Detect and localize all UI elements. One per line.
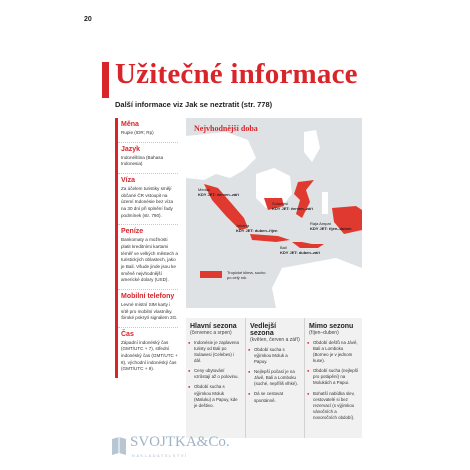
- map-label-name: Jakarta: [236, 223, 250, 228]
- sidebar-heading: Jazyk: [121, 145, 141, 153]
- map-label-jakarta: [236, 224, 278, 234]
- logo-subtext: NAKLADATELSTVÍ: [132, 453, 188, 458]
- map-label-name: Medan: [198, 187, 211, 192]
- sidebar-heading: Víza: [121, 176, 136, 184]
- season-dates: (červenec a srpen): [190, 330, 232, 336]
- sidebar-section-phones: [118, 290, 178, 328]
- sidebar-heading: Měna: [121, 121, 139, 128]
- book-icon: [110, 435, 128, 457]
- sidebar-text: Západní indonéský čas (GMT/UTC + 7), střední indonéský čas (GMT/UTC + 8), východní indonéský čas (GMT/UTC + 9).: [121, 339, 178, 372]
- season-bullet: ● Období sucha s výjimkou Moluk a Papuy.: [246, 347, 304, 365]
- map-label-desc: KDY JET: duben–říjen: [236, 227, 278, 233]
- page-subtitle: Další informace viz Jak se neztratit (str. 778): [115, 100, 273, 109]
- sidebar-text: Indonéština (Bahasa Indonesia): [121, 154, 164, 167]
- sidebar-text: Bankomaty a možnosti platit kreditními kartami téměř ve velkých městech a turistických oblastech, jako je Bali. Všude jinde jsou ke směně nejvhodnější americké dolary (USD).: [121, 237, 178, 283]
- title-accent-bar: [102, 62, 109, 98]
- season-bullet: ● Období sucha s výjimkou Moluk (Maluku) a Papuy, kde je deštivo.: [186, 384, 244, 409]
- page-title: Užitečné informace: [115, 58, 358, 90]
- map-label-desc: KDY JET: říjen–duben: [310, 225, 352, 231]
- season-bullet: ● Nejlepší počasí je na Jávě, Bali a Lomboku (suché, nepříliš vlhké).: [246, 369, 304, 387]
- mainland-asia: [186, 132, 256, 180]
- map-label-desc: KDY JET: duben–září: [280, 249, 320, 255]
- season-bullet: ● Indonésie je zaplavena turisty od Bali po Sulawesi (Celebes) i dál.: [186, 340, 244, 365]
- season-high: [186, 318, 244, 438]
- legend-swatch: [200, 271, 222, 278]
- info-sidebar: [115, 118, 178, 378]
- map-label-bali: [280, 246, 320, 256]
- map-label-desc: KDY JET: červen–září: [198, 191, 239, 197]
- maluku-islands: [322, 192, 328, 214]
- indonesia-map-graphic: [186, 118, 362, 308]
- sidebar-text: Za účelem turistiky smějí občané ČR vstoupit na území Indonésie bez víza na 30 dní při splnění řady podmínek (str. 790).: [121, 185, 174, 218]
- map-label-name: Sulawesi: [272, 201, 289, 206]
- map-label-name: Raja Ampat: [310, 221, 331, 226]
- season-title: Mimo sezonu: [309, 323, 354, 330]
- sidebar-section-currency: [118, 118, 178, 143]
- map-label-medan: [198, 188, 239, 198]
- sidebar-section-money: [118, 225, 178, 290]
- season-bullet: ● Období sucha (nejlepší pro potápění) na Molukách a Papui.: [305, 368, 363, 386]
- seasons-panel: [186, 318, 362, 438]
- season-bullet: ● Bohatší nabídka slev, cestovatelé si bez rezervací (s výjimkou vánočních a novoročních období).: [305, 391, 363, 422]
- map-title: Nejvhodnější doba: [194, 124, 258, 133]
- season-bullet: ● Období dešťů na Jávě, Bali a Lomboku (Borneo je v jednom kuse).: [305, 340, 363, 365]
- java-island: [250, 234, 290, 242]
- sidebar-heading: Mobilní telefony: [121, 292, 175, 300]
- page-number: 20: [84, 16, 92, 23]
- season-shoulder: [245, 318, 304, 438]
- sidebar-section-time: [118, 328, 178, 378]
- season-bullet: ● Ceny ubytování vzrůstají až o polovinu.: [186, 368, 244, 380]
- sidebar-heading: Čas: [121, 330, 134, 338]
- australia-continent: [272, 258, 362, 308]
- season-title: Vedlejší sezona: [250, 323, 277, 337]
- season-dates: (květen, červen a září): [250, 337, 300, 343]
- best-time-map: [186, 118, 362, 308]
- legend-text: Tropické klima, sucho po celý rok: [227, 270, 266, 280]
- sidebar-section-visa: [118, 174, 178, 225]
- season-bullet: ● Dá se cestovat spontánně.: [246, 391, 304, 403]
- season-title: Hlavní sezona: [190, 323, 237, 330]
- logo-text: SVOJTKA&Co.: [130, 434, 230, 450]
- map-label-desc: KDY JET: červen–září: [272, 205, 313, 211]
- map-label-name: Bali: [280, 245, 287, 250]
- map-label-raja-ampat: [310, 222, 352, 232]
- season-dates: (říjen–duben): [309, 330, 339, 336]
- sidebar-text: Rupie (IDR; Rp): [121, 130, 154, 135]
- publisher-logo: [110, 432, 230, 466]
- season-low: [304, 318, 363, 438]
- sidebar-text: Levné místní SIM karty i sítě pro mobilní vlastníky. Široké pokrytí signálem 3G.: [121, 301, 178, 321]
- sulawesi-island: [294, 180, 314, 218]
- map-label-sulawesi: [272, 202, 313, 212]
- sidebar-heading: Peníze: [121, 228, 144, 236]
- philippines-islands: [304, 130, 320, 162]
- sidebar-section-language: [118, 143, 178, 174]
